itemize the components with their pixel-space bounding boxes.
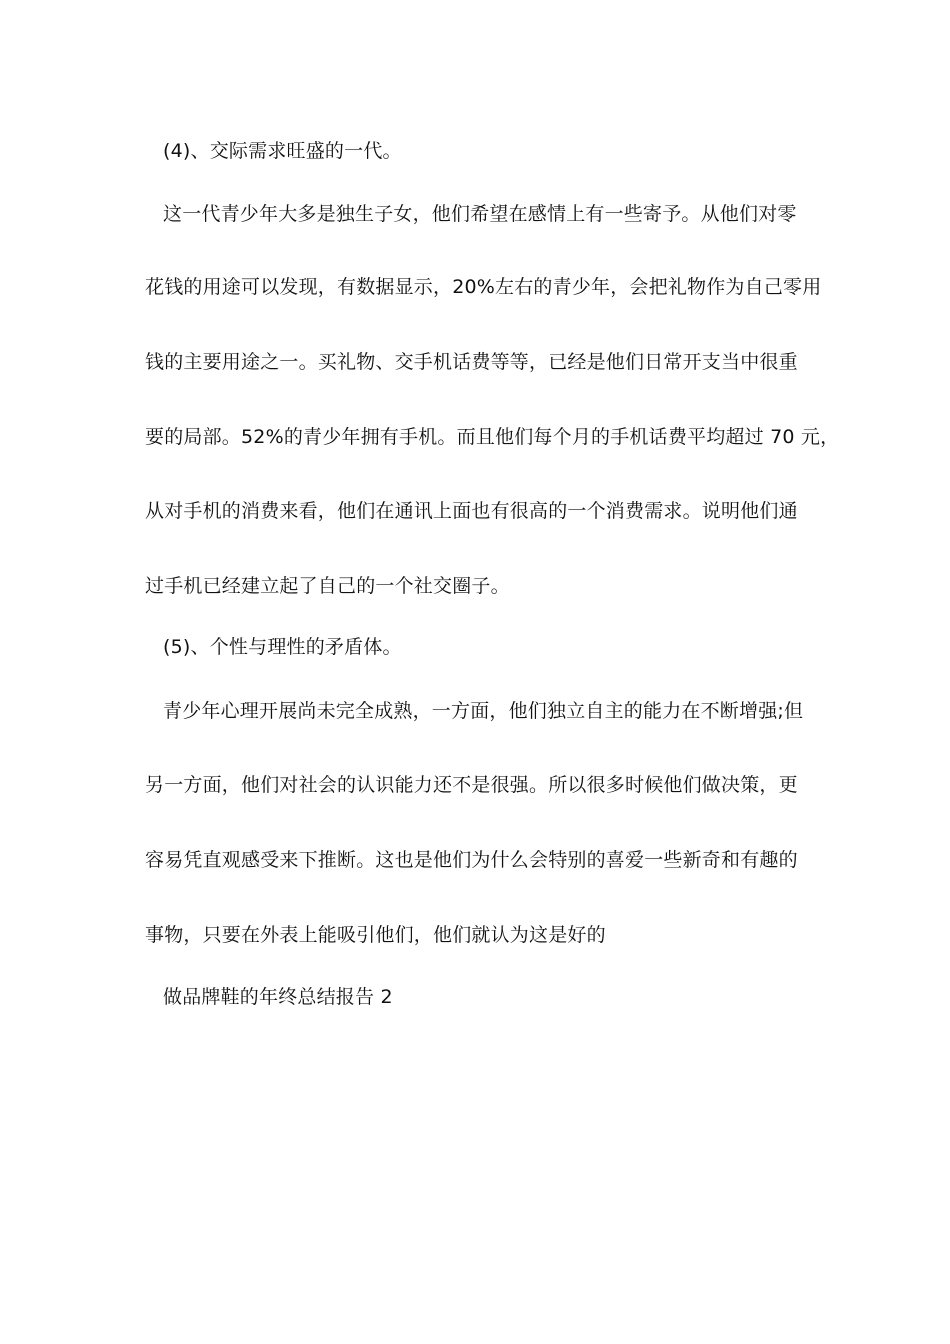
paragraph-line: 事物，只要在外表上能吸引他们，他们就认为这是好的 (145, 924, 606, 946)
paragraph-line: 另一方面，他们对社会的认识能力还不是很强。所以很多时候他们做决策，更 (145, 774, 798, 796)
paragraph-line: 这一代青少年大多是独生子女，他们希望在感情上有一些寄予。从他们对零 (163, 203, 797, 225)
paragraph-line: 青少年心理开展尚未完全成熟，一方面，他们独立自主的能力在不断增强;但 (163, 700, 804, 722)
section-heading-4: (4)、交际需求旺盛的一代。 (163, 140, 402, 162)
paragraph-line: 要的局部。52%的青少年拥有手机。而且他们每个月的手机话费平均超过 70 元， (145, 426, 840, 448)
section-heading-5: (5)、个性与理性的矛盾体。 (163, 636, 402, 658)
paragraph-line: 过手机已经建立起了自己的一个社交圈子。 (145, 575, 510, 597)
paragraph-line: 钱的主要用途之一。买礼物、交手机话费等等，已经是他们日常开支当中很重 (145, 351, 798, 373)
paragraph-line: 花钱的用途可以发现，有数据显示，20%左右的青少年，会把礼物作为自己零用 (145, 276, 822, 298)
paragraph-line: 从对手机的消费来看，他们在通讯上面也有很高的一个消费需求。说明他们通 (145, 500, 798, 522)
paragraph-line: 容易凭直观感受来下推断。这也是他们为什么会特别的喜爱一些新奇和有趣的 (145, 849, 798, 871)
report-title: 做品牌鞋的年终总结报告 2 (163, 986, 393, 1008)
